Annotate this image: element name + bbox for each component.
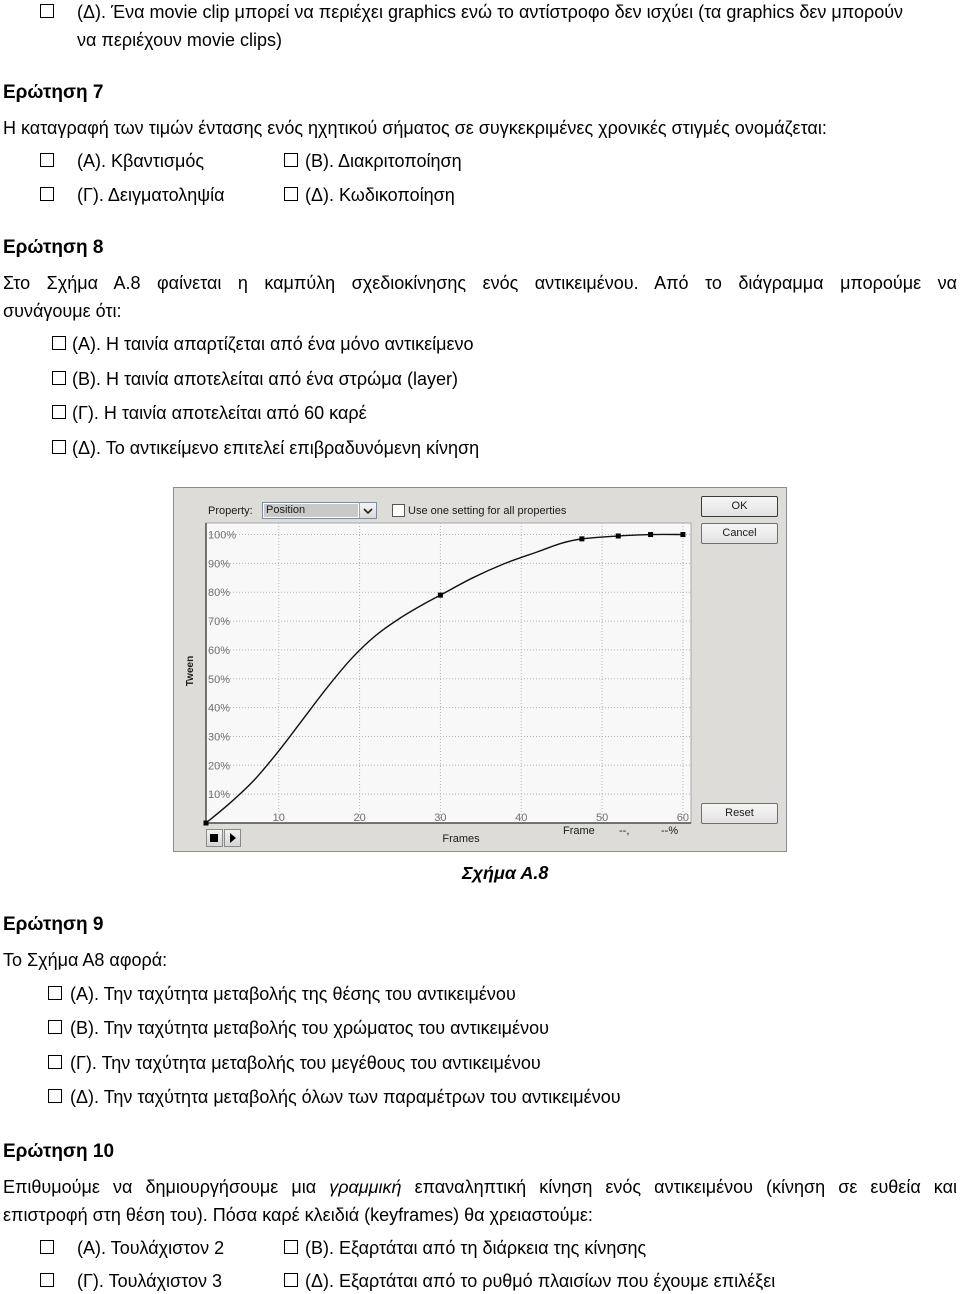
x-tick-label: 10 bbox=[272, 812, 285, 824]
y-tick-label: 20% bbox=[208, 760, 231, 773]
q9-text: Το Σχήμα Α8 αφορά: bbox=[3, 950, 168, 970]
checkbox-icon[interactable] bbox=[52, 371, 66, 385]
checkbox-icon[interactable] bbox=[52, 405, 66, 419]
q7-option-a: (Α). Κβαντισμός bbox=[77, 151, 205, 171]
curve-point-marker bbox=[204, 821, 209, 826]
ok-button: OK bbox=[701, 496, 778, 517]
q10-option-d: (Δ). Εξαρτάται από το ρυθμό πλαισίων που έχουμε επιλέξει bbox=[305, 1271, 776, 1291]
checkbox-icon[interactable] bbox=[284, 153, 298, 167]
curve-point-marker bbox=[680, 532, 685, 537]
frame-readout-value: --, bbox=[619, 825, 630, 837]
y-tick-label: 100% bbox=[208, 529, 237, 542]
y-tick-label: 10% bbox=[208, 789, 231, 802]
q9-option-d: (Δ). Την ταχύτητα μεταβολής όλων των παραμέτρων του αντικειμένου bbox=[70, 1087, 621, 1107]
y-tick-label: 60% bbox=[208, 644, 231, 657]
curve-point-marker bbox=[438, 593, 443, 598]
property-select bbox=[262, 502, 377, 519]
q8-option-d: (Δ). Το αντικείμενο επιτελεί επιβραδυνόμενη κίνηση bbox=[72, 438, 480, 458]
q10-text-emphasis: γραμμική bbox=[329, 1177, 402, 1197]
reset-button: Reset bbox=[701, 803, 778, 824]
checkbox-icon[interactable] bbox=[48, 1055, 62, 1069]
x-tick-label: 40 bbox=[515, 812, 528, 824]
checkbox-icon[interactable] bbox=[284, 1273, 298, 1287]
frame-readout-label: Frame bbox=[563, 825, 595, 837]
checkbox-icon[interactable] bbox=[48, 986, 62, 1000]
y-tick-label: 80% bbox=[208, 587, 231, 600]
curve-point-marker bbox=[616, 533, 621, 538]
chevron-down-icon bbox=[359, 503, 376, 518]
q7-text: Η καταγραφή των τιμών έντασης ενός ηχητικού σήματος σε συγκεκριμένες χρονικές στιγμές ονομάζεται: bbox=[3, 118, 827, 138]
y-tick-label: 50% bbox=[208, 673, 231, 686]
y-tick-label: 30% bbox=[208, 731, 231, 744]
curve-point-marker bbox=[579, 536, 584, 541]
q8-option-b: (Β). Η ταινία αποτελείται από ένα στρώμα (layer) bbox=[72, 369, 458, 389]
q9-option-c: (Γ). Την ταχύτητα μεταβολής του μεγέθους του αντικειμένου bbox=[70, 1053, 541, 1073]
q10-option-c: (Γ). Τουλάχιστον 3 bbox=[77, 1271, 223, 1291]
curve-point-marker bbox=[648, 532, 653, 537]
q10-text-line1-end: επαναληπτική κίνηση ενός αντικειμένου (κίνηση σε ευθεία και bbox=[401, 1177, 957, 1197]
checkbox-icon[interactable] bbox=[52, 336, 66, 350]
x-tick-label: 50 bbox=[595, 812, 609, 824]
q8-heading: Ερώτηση 8 bbox=[3, 237, 104, 258]
figure-caption: Σχήμα Α.8 bbox=[462, 863, 549, 883]
use-one-setting-label: Use one setting for all properties bbox=[408, 505, 567, 517]
checkbox-icon[interactable] bbox=[48, 1020, 62, 1034]
y-axis-label: Tween bbox=[185, 655, 196, 687]
q8-option-a: (Α). Η ταινία απαρτίζεται από ένα μόνο αντικείμενο bbox=[72, 334, 474, 354]
q9-option-a: (Α). Την ταχύτητα μεταβολής της θέσης του αντικειμένου bbox=[70, 984, 516, 1004]
q6-option-d-continued: να περιέχουν movie clips) bbox=[77, 30, 282, 50]
q6-option-d: (Δ). Ένα movie clip μπορεί να περιέχει graphics ενώ το αντίστροφο δεν ισχύει (τα graphics δεν μπορούν bbox=[77, 2, 904, 22]
q10-text-line1 bbox=[3, 1175, 957, 1199]
y-tick-label: 40% bbox=[208, 702, 231, 715]
checkbox-icon[interactable] bbox=[40, 4, 54, 18]
y-tick-label: 90% bbox=[208, 558, 231, 571]
y-tick-label: 70% bbox=[208, 616, 231, 629]
play-icon bbox=[225, 830, 240, 846]
q10-text-line2: επιστροφή στη θέση του). Πόσα καρέ κλειδιά (keyframes) θα χρειαστούμε: bbox=[3, 1205, 593, 1225]
q8-text-line2: συνάγουμε ότι: bbox=[3, 301, 122, 321]
ease-curve-chart bbox=[174, 488, 786, 851]
x-tick-label: 20 bbox=[353, 812, 366, 824]
q8-option-c: (Γ). Η ταινία αποτελείται από 60 καρέ bbox=[72, 403, 367, 423]
percent-readout-value: --% bbox=[661, 825, 679, 837]
stop-icon bbox=[207, 830, 222, 846]
q7-option-b: (Β). Διακριτοποίηση bbox=[305, 151, 462, 171]
q10-text-line1-start: Επιθυμούμε να δημιουργήσουμε μια bbox=[3, 1177, 330, 1197]
q10-option-b: (Β). Εξαρτάται από τη διάρκεια της κίνησης bbox=[305, 1238, 647, 1258]
checkbox-icon[interactable] bbox=[40, 1240, 54, 1254]
checkbox-icon[interactable] bbox=[40, 1273, 54, 1287]
use-one-setting-checkbox bbox=[392, 504, 405, 517]
checkbox-icon[interactable] bbox=[52, 440, 66, 454]
cancel-button: Cancel bbox=[701, 523, 778, 544]
q9-heading: Ερώτηση 9 bbox=[3, 914, 104, 935]
property-select-value: Position bbox=[264, 504, 358, 517]
checkbox-icon[interactable] bbox=[40, 187, 54, 201]
checkbox-icon[interactable] bbox=[284, 1240, 298, 1254]
q9-option-b: (Β). Την ταχύτητα μεταβολής του χρώματος του αντικειμένου bbox=[70, 1018, 549, 1038]
q10-heading: Ερώτηση 10 bbox=[3, 1141, 115, 1162]
figure-ease-dialog bbox=[173, 487, 787, 852]
q7-option-c: (Γ). Δειγματοληψία bbox=[77, 185, 225, 205]
x-tick-label: 60 bbox=[676, 812, 690, 824]
play-button bbox=[224, 829, 241, 847]
checkbox-icon[interactable] bbox=[284, 187, 298, 201]
stop-button bbox=[206, 829, 223, 847]
q8-text-line1: Στο Σχήμα Α.8 φαίνεται η καμπύλη σχεδιοκίνησης ενός αντικειμένου. Από το διάγραμμα μπορούμε να bbox=[3, 273, 957, 293]
x-axis-label: Frames bbox=[442, 833, 480, 845]
checkbox-icon[interactable] bbox=[40, 153, 54, 167]
x-tick-label: 30 bbox=[434, 812, 447, 824]
checkbox-icon[interactable] bbox=[48, 1089, 62, 1103]
q7-option-d: (Δ). Κωδικοποίηση bbox=[305, 185, 455, 205]
property-label: Property: bbox=[208, 505, 253, 517]
q7-heading: Ερώτηση 7 bbox=[3, 82, 104, 103]
q10-option-a: (Α). Τουλάχιστον 2 bbox=[77, 1238, 225, 1258]
